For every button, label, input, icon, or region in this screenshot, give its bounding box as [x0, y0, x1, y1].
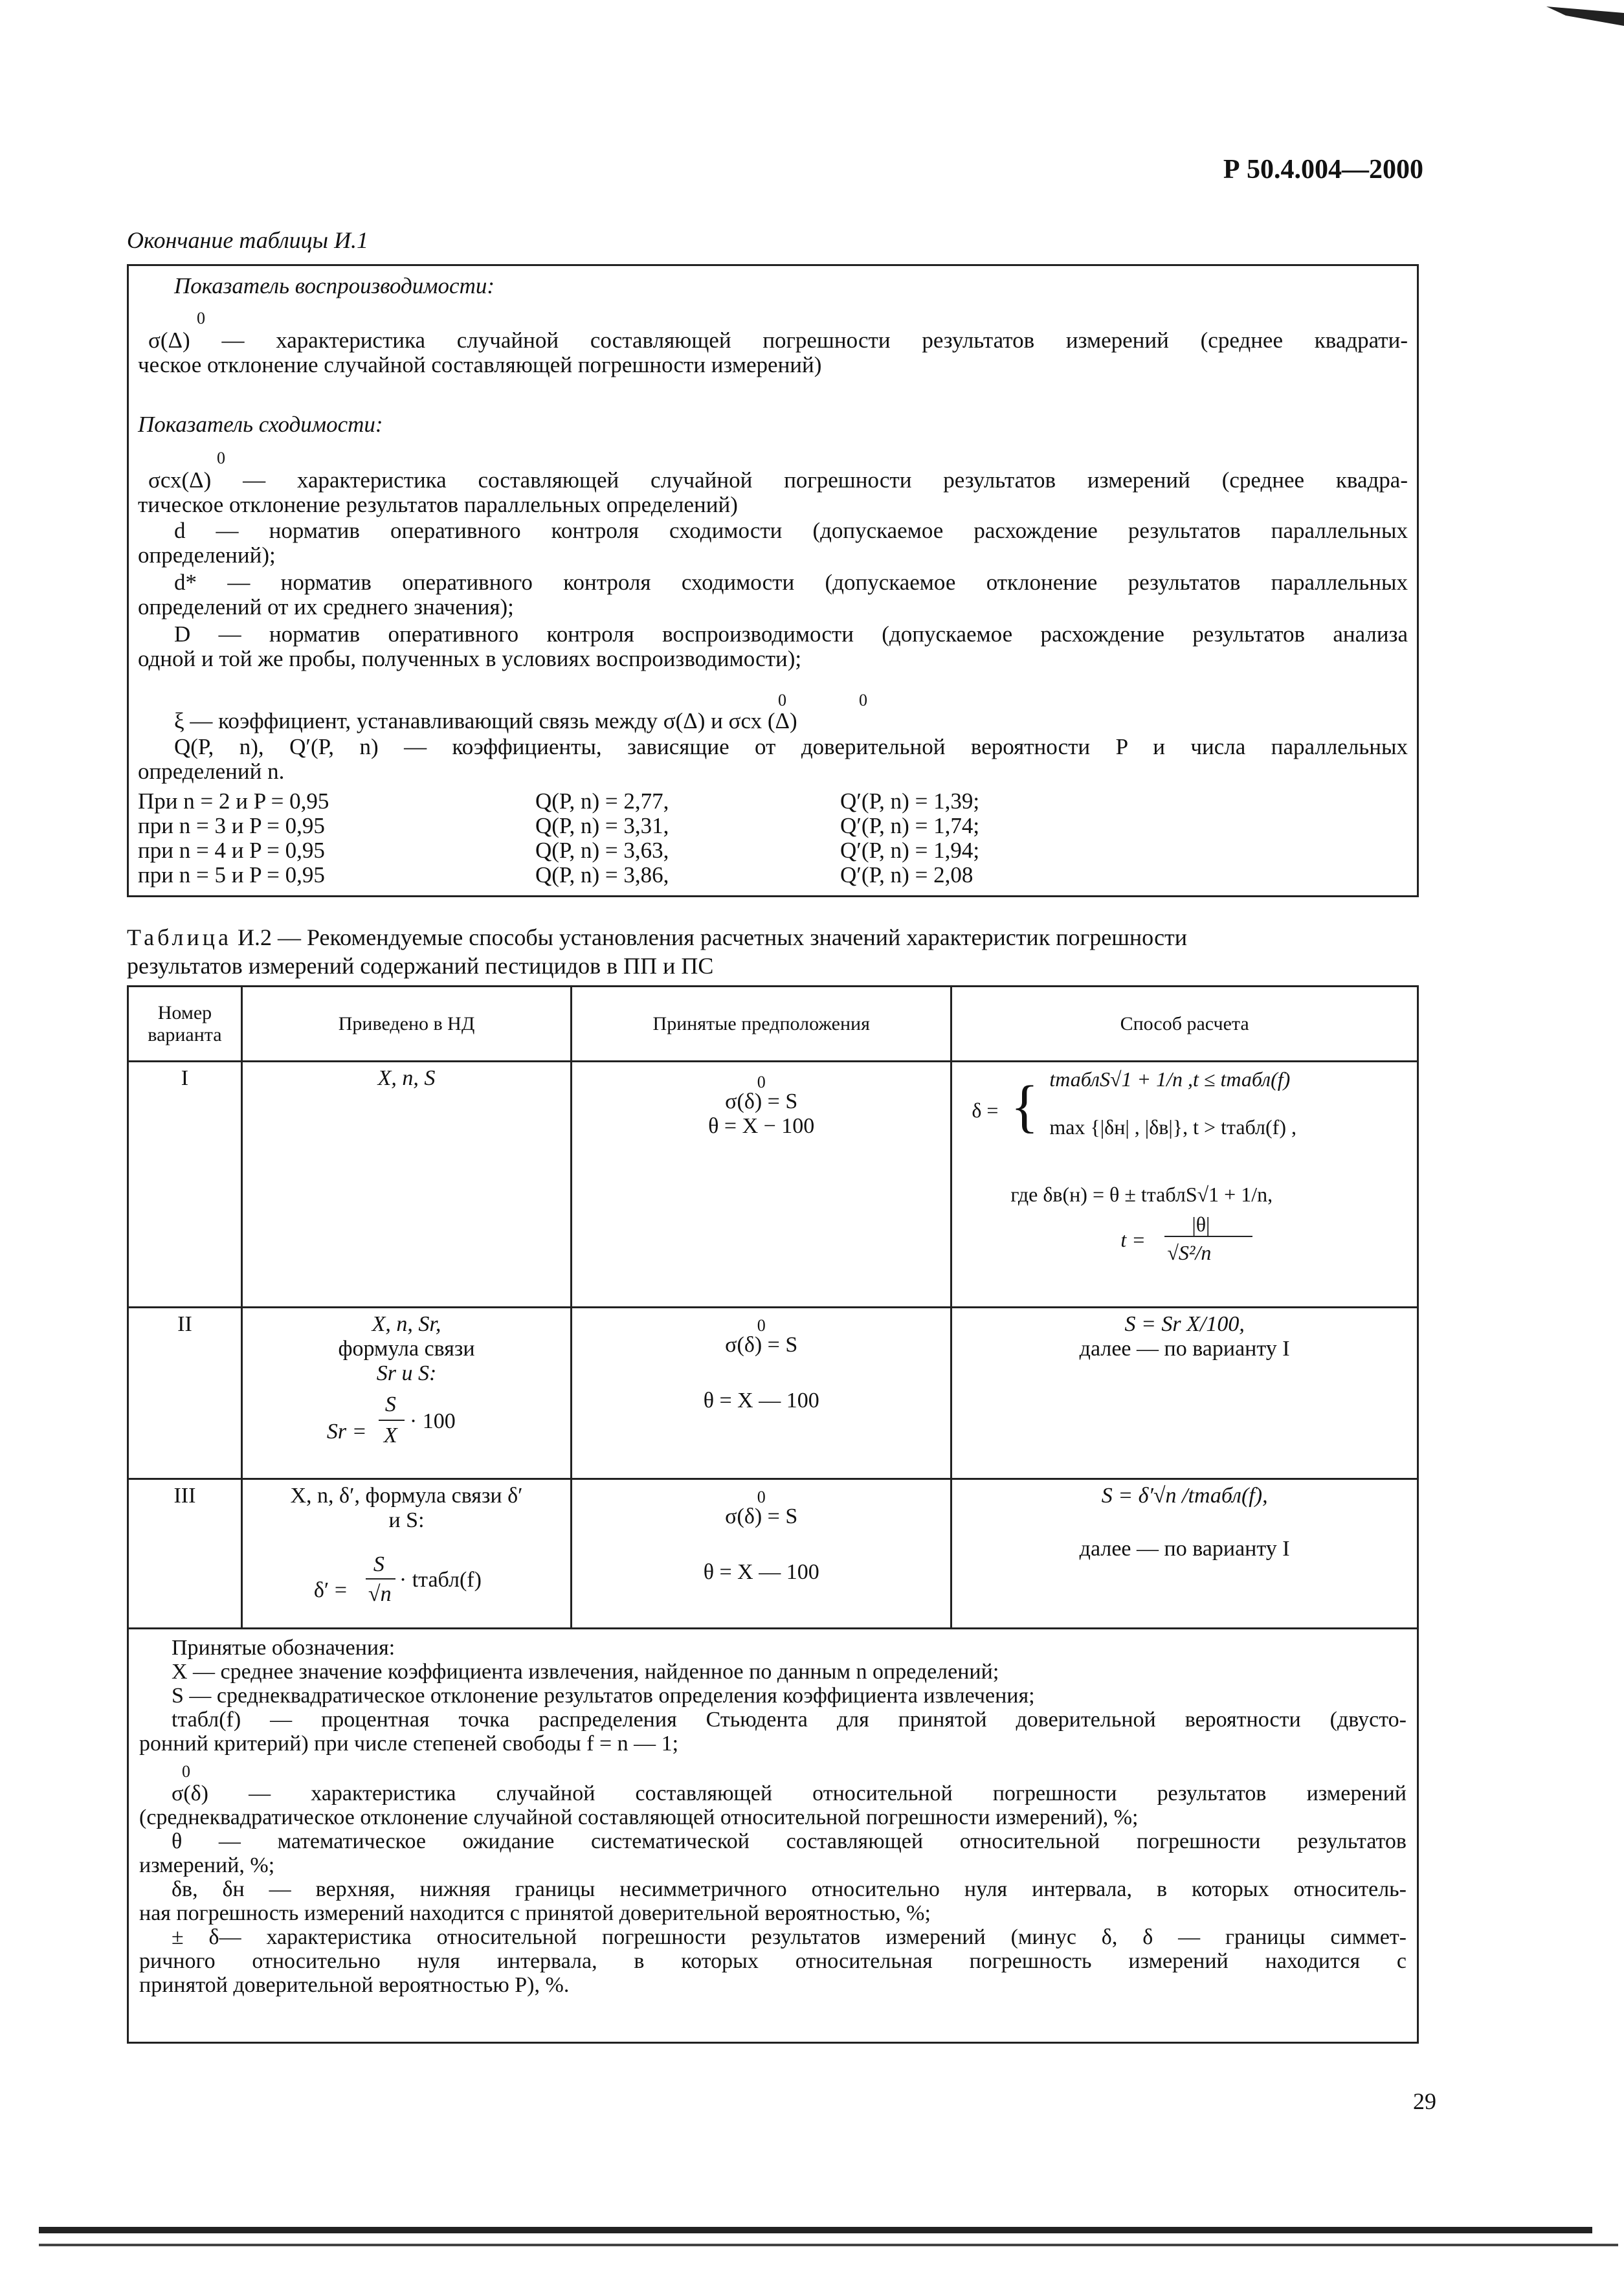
formula-lhs: Sr =	[326, 1420, 367, 1444]
assumptions-cell	[572, 1479, 951, 1629]
assumption-line: θ = X — 100	[703, 1389, 819, 1413]
method-line: далее — по варианту I	[1079, 1337, 1290, 1361]
method-line: далее — по варианту I	[1079, 1537, 1290, 1561]
text-line: d* — норматив оперативного контроля сходимости (допускаемое отклонение результатов параллельных	[174, 570, 1408, 595]
repeatability-heading: Показатель сходимости:	[138, 412, 383, 437]
table-i2-caption	[127, 923, 1187, 980]
method-cell	[951, 1062, 1418, 1308]
q-row-condition: при n = 3 и P = 0,95	[138, 813, 325, 838]
note-line: σ(δ) — характеристика случайной составляющей относительной погрешности результатов измерений	[172, 1781, 1407, 1805]
q-row-q: Q(P, n) = 3,31,	[535, 813, 669, 838]
text-line: определений n.	[138, 759, 285, 784]
formula-line: max {|δн| , |δв|}, t > tтабл(f) ,	[1049, 1115, 1296, 1139]
assumption-line: θ = X − 100	[708, 1114, 815, 1138]
q-row-condition: При n = 2 и P = 0,95	[138, 788, 329, 814]
table-continuation-label: Окончание таблицы И.1	[127, 227, 369, 253]
zero-mark: 0	[217, 449, 225, 467]
table-row	[128, 1062, 1418, 1308]
scan-edge-line	[39, 2244, 1618, 2246]
note-line: θ — математическое ожидание систематической составляющей относительной погрешности результатов	[172, 1829, 1407, 1853]
page-number: 29	[1413, 2088, 1436, 2114]
fraction-bar	[366, 1578, 395, 1580]
note-line: ная погрешность измерений находится с принятой доверительной вероятностью, %;	[139, 1901, 931, 1925]
zero-mark: 0	[859, 691, 867, 709]
formula-delta: δ =	[972, 1099, 999, 1122]
table-row	[128, 1308, 1418, 1479]
table-row	[128, 1479, 1418, 1629]
text-line: одной и той же пробы, полученных в условиях воспроизводимости);	[138, 646, 802, 671]
table-caption-text: И.2 — Рекомендуемые способы установления расчетных значений характеристик погрешности	[237, 924, 1188, 950]
method-cell	[951, 1308, 1418, 1479]
table-i2	[127, 985, 1419, 2044]
column-header: Принятые предположения	[572, 987, 951, 1062]
given-line: X, n, Sr,	[372, 1312, 441, 1336]
notes-cell	[128, 1629, 1418, 2043]
variant-number: III	[128, 1479, 242, 1629]
table-header-row	[128, 987, 1418, 1062]
given-line: и S:	[388, 1508, 425, 1532]
given-cell: X, n, S	[241, 1062, 571, 1308]
q-row-q: Q(P, n) = 3,63,	[535, 838, 669, 863]
q-row-condition: при n = 5 и P = 0,95	[138, 862, 325, 888]
text-line: D — норматив оперативного контроля воспроизводимости (допускаемое расхождение результатов анализа	[174, 621, 1408, 647]
given-line: формула связи	[338, 1337, 475, 1361]
variant-number: I	[128, 1062, 242, 1308]
column-header: Способ расчета	[951, 987, 1418, 1062]
formula-line: где δв(н) = θ ± tтаблS√1 + 1/n,	[1010, 1183, 1273, 1206]
document-number: Р 50.4.004—2000	[1223, 155, 1423, 184]
q-row-qprime: Q′(P, n) = 1,94;	[840, 838, 980, 863]
zero-mark: 0	[757, 1316, 766, 1335]
formula-numerator: S	[373, 1552, 384, 1576]
brace-icon: {	[1010, 1075, 1039, 1139]
formula-numerator: |θ|	[1192, 1212, 1210, 1236]
formula-lhs: δ′ =	[313, 1578, 348, 1602]
text-line: σсх(Δ) — характеристика составляющей случайной погрешности результатов измерений (среднее квадра-	[148, 467, 1408, 493]
fraction-bar	[379, 1420, 405, 1421]
formula-line: tтаблS√1 + 1/n ,t ≤ tтабл(f)	[1049, 1067, 1291, 1091]
formula-denominator: √S²/n	[1167, 1241, 1212, 1264]
zero-mark: 0	[757, 1488, 766, 1506]
q-row-qprime: Q′(P, n) = 1,39;	[840, 788, 980, 814]
zero-mark: 0	[778, 691, 786, 709]
scan-corner-mark	[1546, 0, 1624, 26]
method-cell	[951, 1479, 1418, 1629]
formula-denominator: X	[383, 1424, 397, 1447]
assumption-line: σ(δ) = S	[725, 1089, 798, 1113]
given-line: X, n, δ′, формула связи δ′	[290, 1484, 523, 1508]
fraction-bar	[1164, 1236, 1252, 1237]
notes-title: Принятые обозначения:	[172, 1636, 395, 1660]
note-line: δв, δн — верхняя, нижняя границы несимметричного относительно нуля интервала, в которых относитель-	[172, 1877, 1407, 1901]
table-i1-end-box	[127, 264, 1419, 897]
assumptions-cell	[572, 1062, 951, 1308]
q-row-q: Q(P, n) = 2,77,	[535, 788, 669, 814]
text-line: ξ — коэффициент, устанавливающий связь между σ(Δ) и σсх (Δ)	[174, 708, 797, 733]
given-cell	[241, 1479, 571, 1629]
note-line: X — среднее значение коэффициента извлечения, найденное по данным n определений;	[172, 1660, 999, 1684]
table-caption-label: Таблица	[127, 924, 232, 950]
text-line: тическое отклонение результатов параллельных определений)	[138, 492, 738, 517]
text-line: σ(Δ) — характеристика случайной составляющей погрешности результатов измерений (среднее квадрати-	[148, 328, 1408, 353]
q-row-condition: при n = 4 и P = 0,95	[138, 838, 325, 863]
scan-edge-line	[39, 2227, 1592, 2233]
given-line: Sr и S:	[376, 1361, 437, 1385]
note-line: ронний критерий) при числе степеней свободы f = n — 1;	[139, 1732, 679, 1756]
notes-row	[128, 1629, 1418, 2043]
method-line: S = Sr X/100,	[1124, 1312, 1245, 1336]
text-line: ческое отклонение случайной составляющей погрешности измерений)	[138, 352, 822, 377]
note-line: (среднеквадратическое отклонение случайной составляющей относительной погрешности измерений), %;	[139, 1805, 1139, 1829]
table-caption-text: результатов измерений содержаний пестицидов в ПП и ПС	[127, 953, 714, 979]
formula-denominator: √n	[368, 1582, 392, 1606]
variant-number: II	[128, 1308, 242, 1479]
formula-numerator: S	[384, 1392, 396, 1416]
column-header: Номер варианта	[128, 987, 242, 1062]
formula-lhs: t =	[1120, 1228, 1146, 1251]
zero-mark: 0	[757, 1073, 766, 1091]
text-line: определений от их среднего значения);	[138, 594, 514, 620]
zero-mark: 0	[182, 1762, 190, 1781]
note-line: tтабл(f) — процентная точка распределения Стьюдента для принятой доверительной вероятности (двусто-	[172, 1708, 1407, 1732]
assumption-line: σ(δ) = S	[725, 1333, 798, 1357]
formula-rhs: · 100	[409, 1409, 456, 1433]
column-header: Приведено в НД	[241, 987, 571, 1062]
method-line: S = δ′√n /tтабл(f),	[1101, 1484, 1268, 1508]
text-line: d — норматив оперативного контроля сходимости (допускаемое расхождение результатов параллельных	[174, 518, 1408, 543]
text-line: Q(P, n), Q′(P, n) — коэффициенты, зависящие от доверительной вероятности P и числа параллельных	[174, 734, 1408, 759]
assumption-line: θ = X — 100	[703, 1560, 819, 1584]
text-line: определений);	[138, 542, 276, 568]
assumptions-cell	[572, 1308, 951, 1479]
q-row-qprime: Q′(P, n) = 1,74;	[840, 813, 980, 838]
reproducibility-heading: Показатель воспроизводимости:	[174, 273, 495, 298]
note-line: ричного относительно нуля интервала, в которых относительная погрешность измерений находится с	[139, 1949, 1407, 1973]
note-line: принятой доверительной вероятностью P), %.	[139, 1973, 570, 1997]
assumption-line: σ(δ) = S	[725, 1504, 798, 1528]
zero-mark: 0	[197, 309, 205, 328]
formula-rhs: · tтабл(f)	[399, 1568, 482, 1592]
note-line: S — среднеквадратическое отклонение результатов определения коэффициента извлечения;	[172, 1684, 1035, 1708]
given-cell	[241, 1308, 571, 1479]
note-line: ± δ— характеристика относительной погрешности результатов измерений (минус δ, δ — границы симмет-	[172, 1925, 1407, 1949]
q-row-q: Q(P, n) = 3,86,	[535, 862, 669, 888]
note-line: измерений, %;	[139, 1853, 275, 1877]
q-row-qprime: Q′(P, n) = 2,08	[840, 862, 973, 888]
